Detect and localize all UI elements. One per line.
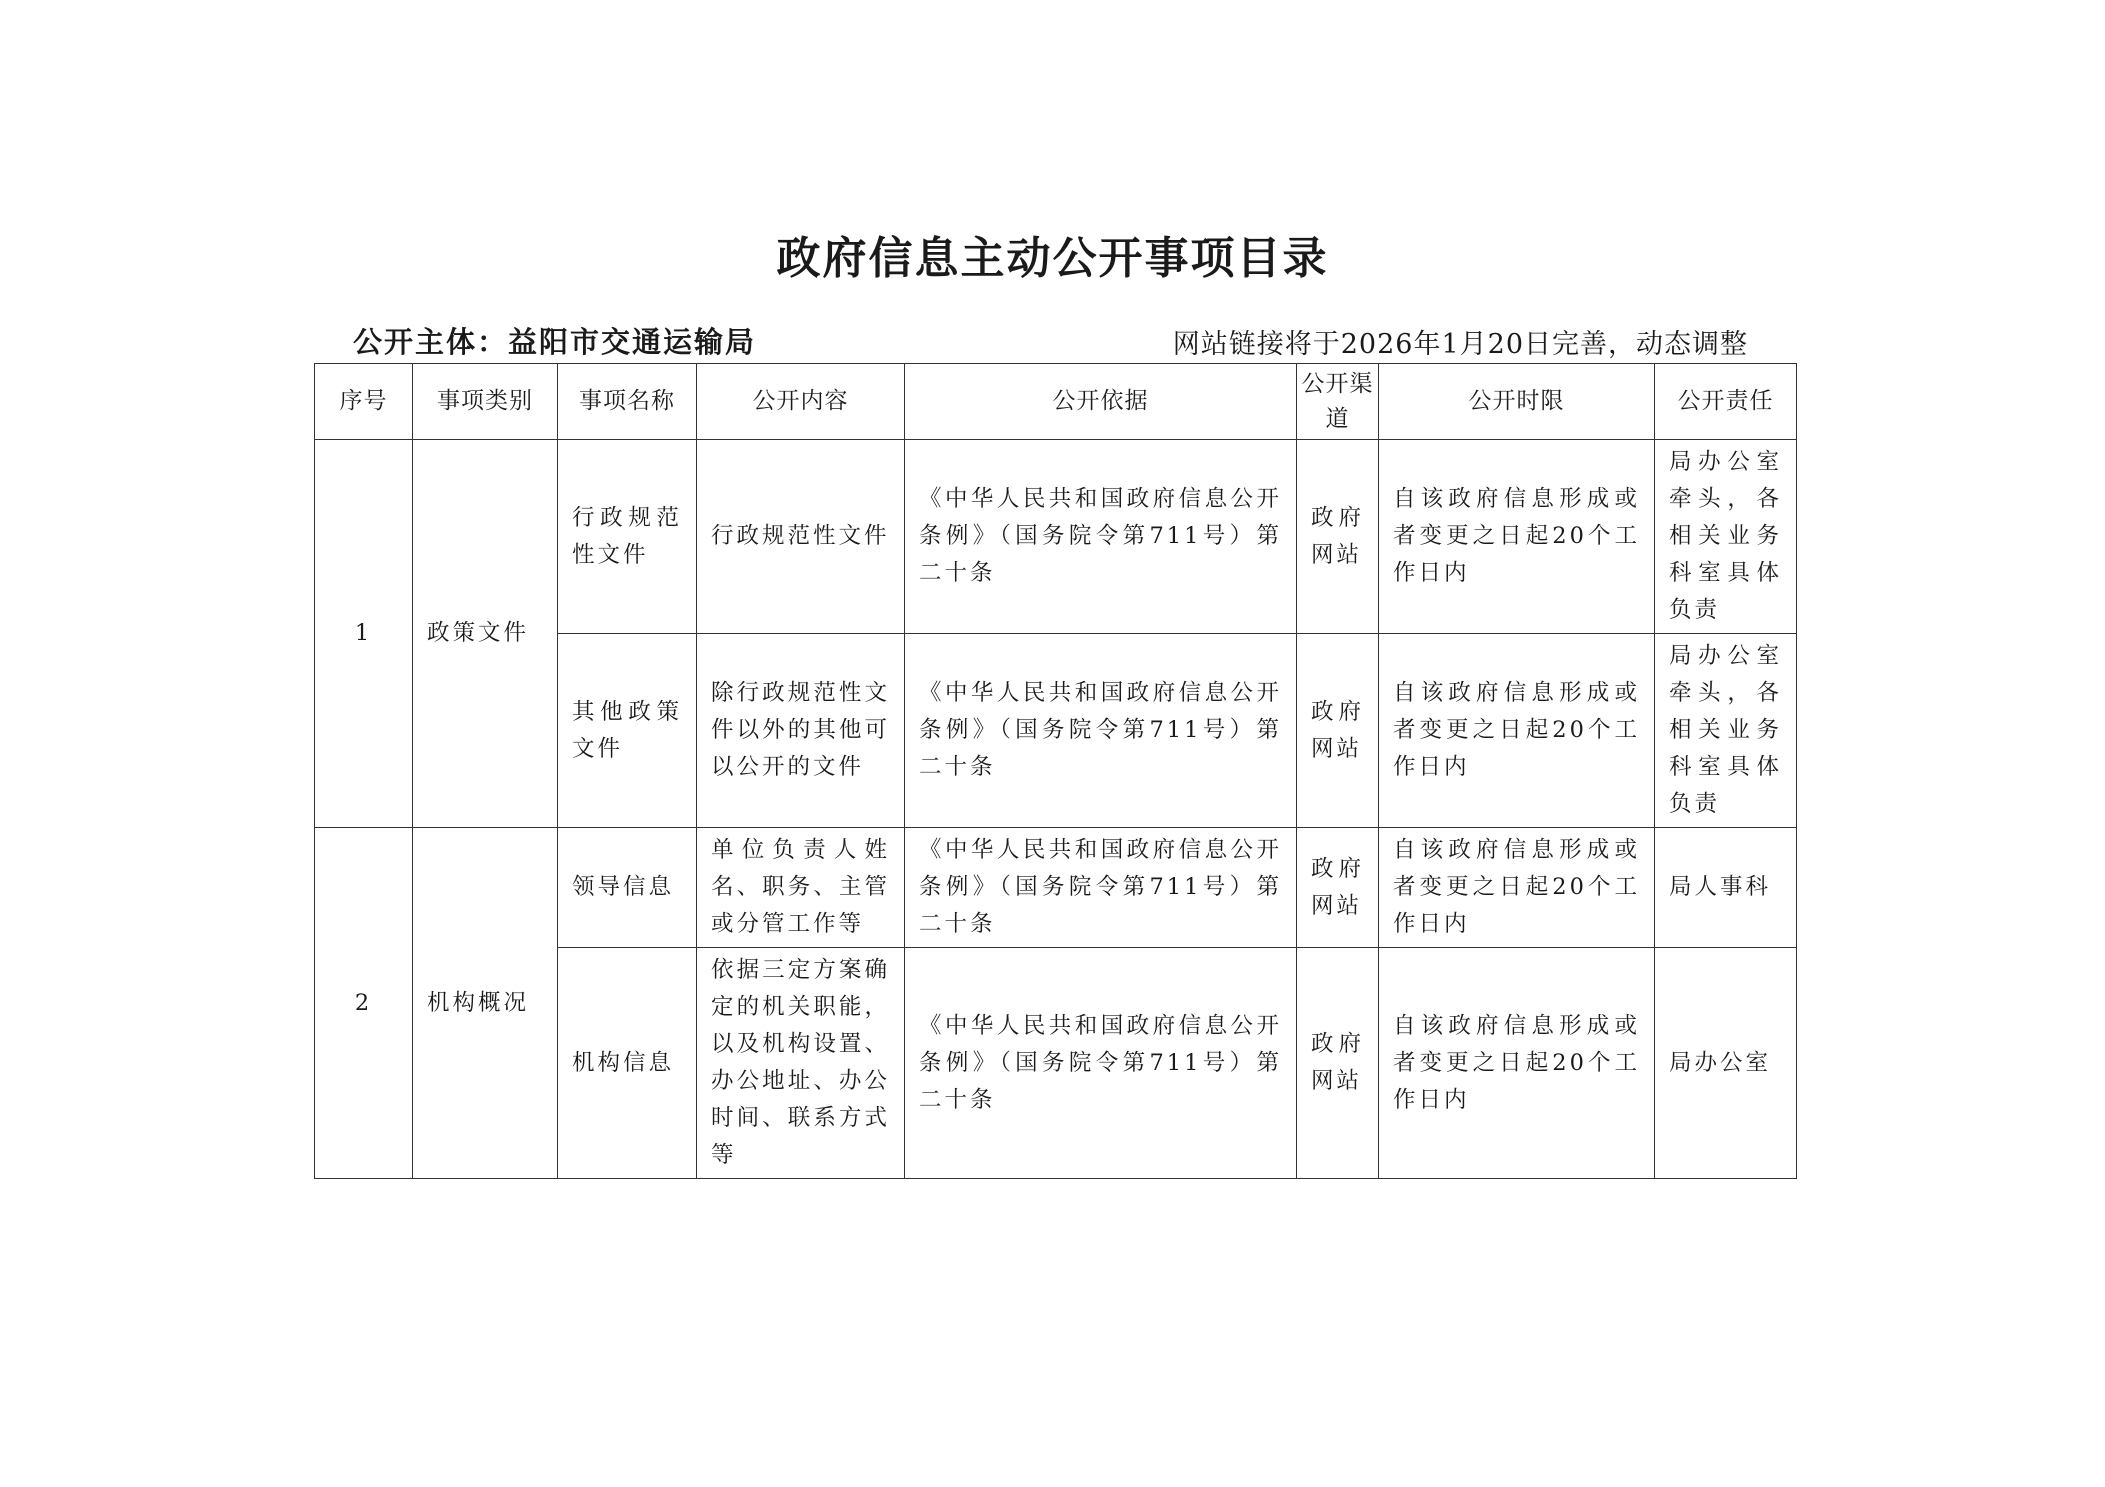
header-time-limit: 公开时限 <box>1379 364 1655 440</box>
header-content: 公开内容 <box>697 364 905 440</box>
row-time-limit: 自该政府信息形成或者变更之日起20个工作日内 <box>1379 948 1655 1179</box>
row-responsibility: 局办公室 <box>1655 948 1797 1179</box>
header-category: 事项类别 <box>413 364 558 440</box>
row-responsibility: 局办公室牵头，各相关业务科室具体负责 <box>1655 634 1797 828</box>
row-category: 政策文件 <box>413 440 558 828</box>
row-content: 除行政规范性文件以外的其他可以公开的文件 <box>697 634 905 828</box>
publishing-subject: 公开主体：益阳市交通运输局 <box>353 325 757 359</box>
row-content: 单位负责人姓名、职务、主管或分管工作等 <box>697 828 905 948</box>
row-content: 依据三定方案确定的机关职能，以及机构设置、办公地址、办公时间、联系方式等 <box>697 948 905 1179</box>
row-channel: 政府网站 <box>1297 634 1379 828</box>
row-time-limit: 自该政府信息形成或者变更之日起20个工作日内 <box>1379 634 1655 828</box>
row-item-name: 领导信息 <box>558 828 697 948</box>
row-basis: 《中华人民共和国政府信息公开条例》（国务院令第711号）第二十条 <box>905 828 1297 948</box>
row-basis: 《中华人民共和国政府信息公开条例》（国务院令第711号）第二十条 <box>905 634 1297 828</box>
row-item-name: 其他政策文件 <box>558 634 697 828</box>
website-link-note: 网站链接将于2026年1月20日完善，动态调整 <box>1172 329 1748 360</box>
table-header-row <box>315 364 1797 440</box>
row-channel: 政府网站 <box>1297 440 1379 634</box>
row-seq: 1 <box>315 440 413 828</box>
row-basis: 《中华人民共和国政府信息公开条例》（国务院令第711号）第二十条 <box>905 948 1297 1179</box>
row-basis: 《中华人民共和国政府信息公开条例》（国务院令第711号）第二十条 <box>905 440 1297 634</box>
table-row <box>315 828 1797 948</box>
header-basis: 公开依据 <box>905 364 1297 440</box>
row-time-limit: 自该政府信息形成或者变更之日起20个工作日内 <box>1379 440 1655 634</box>
row-responsibility: 局办公室牵头，各相关业务科室具体负责 <box>1655 440 1797 634</box>
row-content: 行政规范性文件 <box>697 440 905 634</box>
header-item-name: 事项名称 <box>558 364 697 440</box>
disclosure-catalog-table <box>314 363 1797 1179</box>
row-channel: 政府网站 <box>1297 828 1379 948</box>
header-seq: 序号 <box>315 364 413 440</box>
row-channel: 政府网站 <box>1297 948 1379 1179</box>
row-seq: 2 <box>315 828 413 1179</box>
page-title: 政府信息主动公开事项目录 <box>776 233 1329 284</box>
row-category: 机构概况 <box>413 828 558 1179</box>
row-item-name: 机构信息 <box>558 948 697 1179</box>
row-responsibility: 局人事科 <box>1655 828 1797 948</box>
row-time-limit: 自该政府信息形成或者变更之日起20个工作日内 <box>1379 828 1655 948</box>
header-responsibility: 公开责任 <box>1655 364 1797 440</box>
header-channel: 公开渠道 <box>1297 364 1379 440</box>
row-item-name: 行政规范性文件 <box>558 440 697 634</box>
table-row <box>315 440 1797 634</box>
